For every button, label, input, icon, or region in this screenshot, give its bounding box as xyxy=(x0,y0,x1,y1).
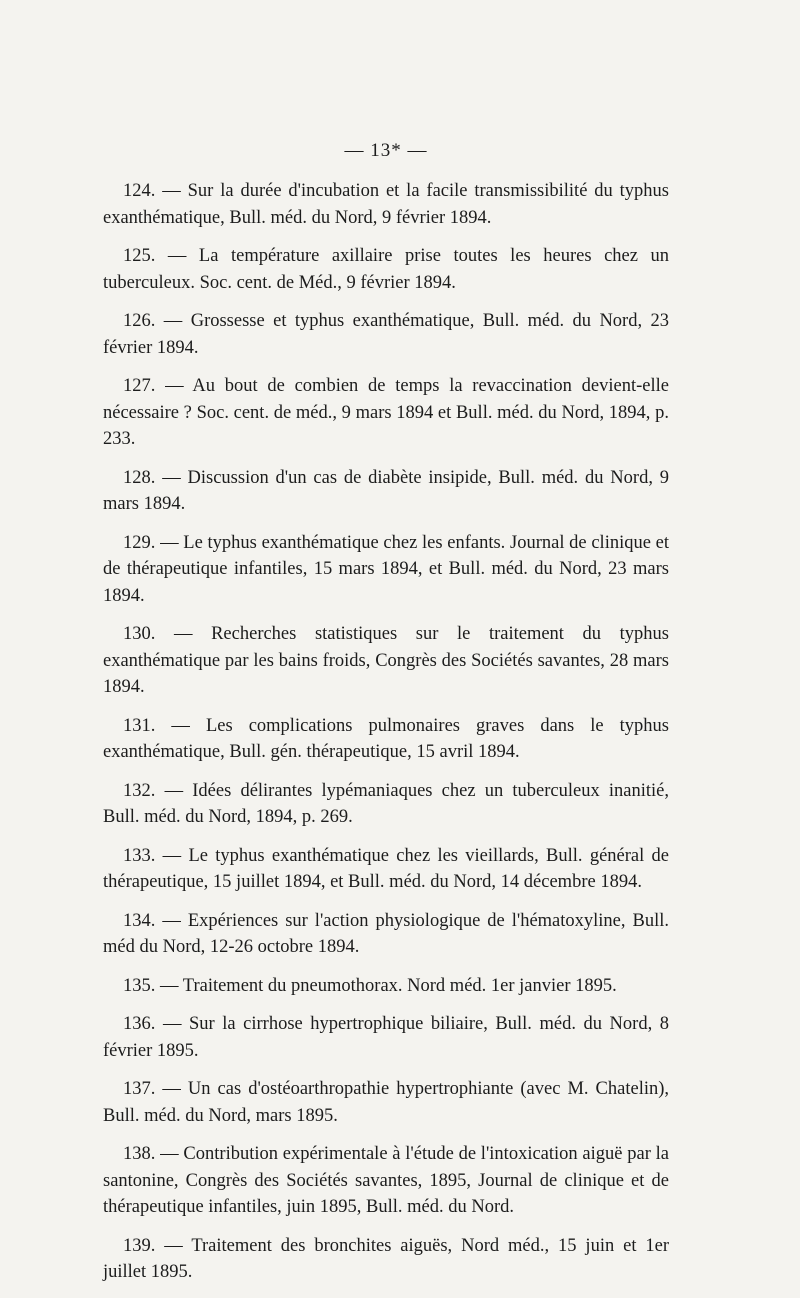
list-item xyxy=(103,1076,669,1129)
entry-text: — La température axillaire prise toutes les heures chez un tuberculeux. Soc. cent. de Méd., 9 février 1894. xyxy=(103,246,669,293)
entry-text: — Idées délirantes lypémaniaques chez un tuberculeux inanitié, Bull. méd. du Nord, 1894, p. 269. xyxy=(103,780,670,827)
list-item xyxy=(103,1011,669,1064)
entry-number: 130. xyxy=(123,624,156,644)
entry-text: — Sur la cirrhose hypertrophique biliaire, Bull. méd. du Nord, 8 février 1895. xyxy=(103,1014,670,1061)
entry-text: — Sur la durée d'incubation et la facile transmissibilité du typhus exanthématique, Bull. méd. du Nord, 9 février 1894. xyxy=(103,181,670,228)
list-item xyxy=(103,713,669,766)
list-item xyxy=(103,908,669,961)
entry-number: 135. xyxy=(123,975,156,996)
page-number: — 13* — xyxy=(344,140,428,161)
list-item xyxy=(103,778,669,831)
entry-text: — Discussion d'un cas de diabète insipide, Bull. méd. du Nord, 9 mars 1894. xyxy=(103,467,670,514)
list-item xyxy=(103,530,669,610)
entry-text: — Le typhus exanthématique chez les vieillards, Bull. général de thérapeutique, 15 juillet 1894, et Bull. méd. du Nord, 14 décembre 1894. xyxy=(103,845,670,892)
entry-number: 125. xyxy=(123,246,156,266)
entry-number: 131. xyxy=(123,715,156,736)
entry-number: 133. xyxy=(123,845,156,866)
entry-number: 138. xyxy=(123,1144,156,1164)
entry-text: — Au bout de combien de temps la revaccination devient-elle nécessaire ? Soc. cent. de méd., 9 mars 1894 et Bull. méd. du Nord, 1894, p. 233. xyxy=(103,376,670,449)
list-item xyxy=(103,308,669,361)
entry-text: — Les complications pulmonaires graves dans le typhus exanthématique, Bull. gén. thérapeutique, 15 avril 1894. xyxy=(103,715,669,762)
entry-text: — Recherches statistiques sur le traitement du typhus exanthématique par les bains froids, Congrès des Sociétés savantes, 28 mars 1894. xyxy=(103,624,669,697)
entry-number: 128. xyxy=(123,467,156,488)
entry-number: 137. xyxy=(123,1079,156,1099)
list-item xyxy=(103,465,669,518)
entry-number: 134. xyxy=(123,910,156,931)
entry-number: 139. xyxy=(123,1235,156,1256)
list-item xyxy=(103,178,669,231)
entry-text: — Traitement du pneumothorax. Nord méd. 1er janvier 1895. xyxy=(160,975,617,996)
entry-text: — Le typhus exanthématique chez les enfants. Journal de clinique et de thérapeutique infantiles, 15 mars 1894, et Bull. méd. du Nord, 23 mars 1894. xyxy=(103,532,669,606)
list-item xyxy=(103,373,669,453)
entry-number: 127. xyxy=(123,376,156,396)
entry-text: — Contribution expérimentale à l'étude de l'intoxication aiguë par la santonine, Congrès des Sociétés savantes, 1895, Journal de clinique et de thérapeutique infantiles, juin 1895, Bull. méd. du Nord. xyxy=(103,1144,669,1217)
entry-text: — Grossesse et typhus exanthématique, Bull. méd. du Nord, 23 février 1894. xyxy=(103,311,670,358)
list-item xyxy=(103,243,669,296)
entry-number: 129. xyxy=(123,532,156,553)
list-item xyxy=(103,1233,669,1286)
entry-number: 124. xyxy=(123,181,156,201)
entry-text: — Un cas d'ostéoarthropathie hypertrophiante (avec M. Chatelin), Bull. méd. du Nord, mars 1895. xyxy=(103,1079,670,1126)
entry-text: — Expériences sur l'action physiologique de l'hématoxyline, Bull. méd du Nord, 12-26 octobre 1894. xyxy=(103,910,669,957)
bibliography-list xyxy=(103,178,669,1298)
entry-text: — Traitement des bronchites aiguës, Nord méd., 15 juin et 1er juillet 1895. xyxy=(103,1235,669,1282)
entry-number: 132. xyxy=(123,780,156,801)
entry-number: 126. xyxy=(123,311,156,331)
list-item xyxy=(103,1141,669,1221)
list-item xyxy=(103,973,669,1000)
list-item xyxy=(103,843,669,896)
entry-number: 136. xyxy=(123,1014,156,1034)
list-item xyxy=(103,621,669,701)
